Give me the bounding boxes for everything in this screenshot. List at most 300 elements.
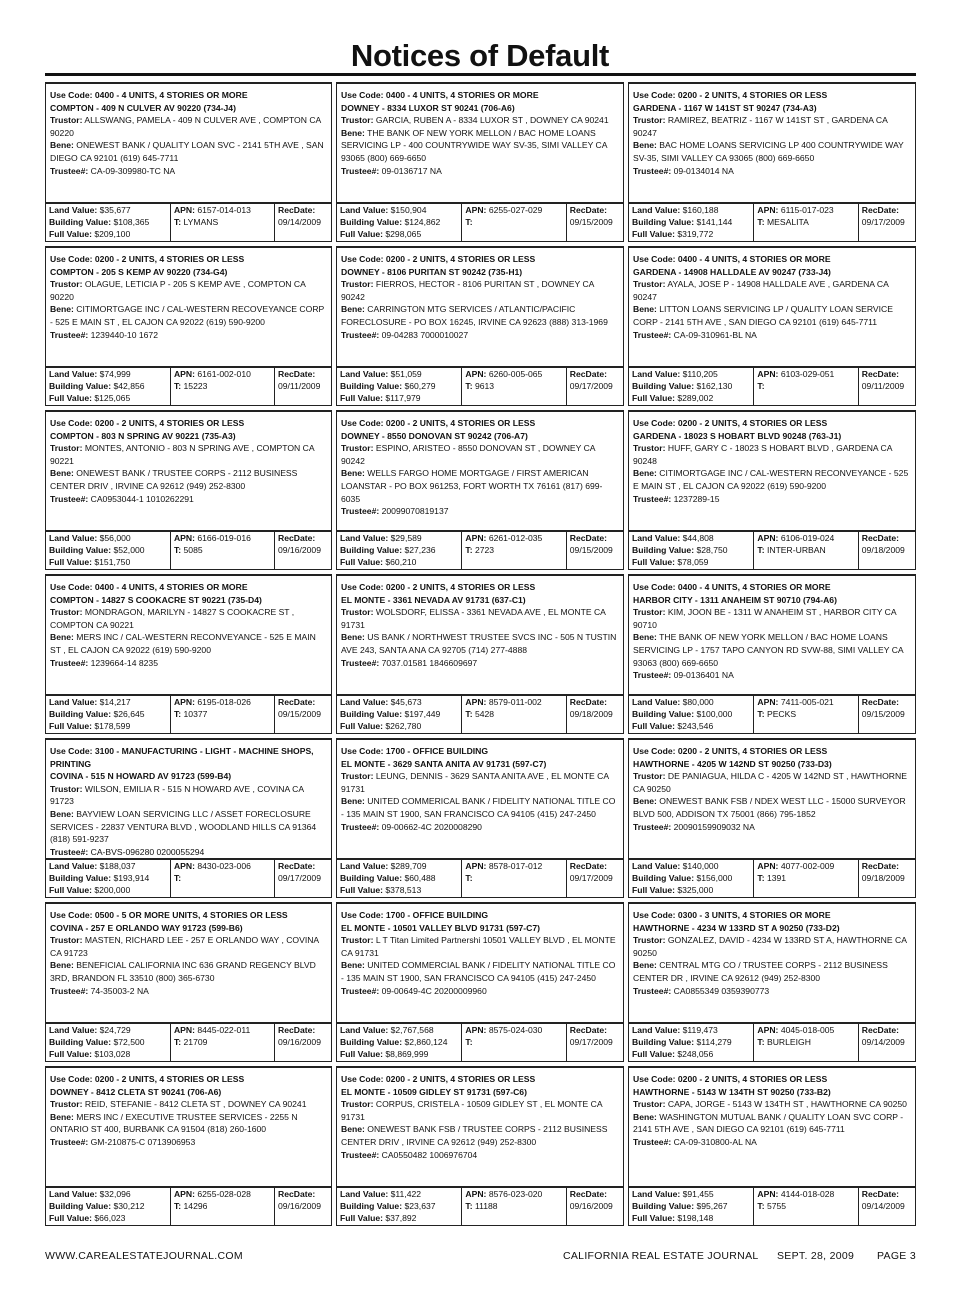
trustor-value: ALLSWANG, PAMELA - 409 N CULVER AVE , COMPTON CA 90220	[50, 115, 321, 138]
property-address: EL MONTE - 10509 GIDLEY ST 91731 (597-C6)	[341, 1086, 527, 1097]
trustee-line	[633, 985, 911, 998]
t-label: T:	[465, 381, 473, 392]
recdate-label: RecDate:	[569, 697, 608, 707]
property-address: GARDENA - 14908 HALLDALE AV 90247 (733-J4)	[633, 266, 831, 277]
t-label: T:	[757, 709, 765, 720]
land-value: $24,729	[99, 1025, 131, 1035]
recdate-value: 09/17/2009	[569, 1037, 613, 1048]
trustee-line	[50, 846, 327, 858]
building-value: $2,860,124	[404, 1037, 448, 1048]
notice-card	[628, 738, 916, 898]
full-label: Full Value:	[340, 1213, 383, 1224]
trustor-line	[50, 934, 327, 959]
apn-value: 8576-023-020	[488, 1189, 543, 1199]
trustee-value: CA-09-310800-AL NA	[673, 1136, 757, 1147]
land-value: $35,677	[99, 205, 131, 215]
building-value: $42,856	[113, 381, 145, 392]
bene-value: UNITED COMMERCIAL BANK / FIDELITY NATIONAL TITLE CO - 135 MAIN ST 1900, SAN FRANCISCO CA 94105 (415) 247-2450	[341, 960, 616, 983]
bene-line	[50, 1111, 327, 1136]
land-label: Land Value:	[49, 861, 98, 871]
property-address: COMPTON - 14827 S COOKACRE ST 90221 (735-D4)	[50, 594, 262, 605]
trustor-label: Trustor:	[50, 279, 83, 290]
notice-details	[337, 1068, 623, 1186]
bene-label: Bene:	[341, 796, 365, 807]
apn-label: APN:	[173, 697, 195, 707]
notice-values	[46, 694, 331, 733]
apn-label: APN:	[173, 1189, 195, 1199]
trustee-value: 1237289-15	[673, 493, 720, 504]
trustor-label: Trustor:	[50, 115, 83, 126]
trustor-value: ESPINO, ARISTEO - 8550 DONOVAN ST , DOWNEY CA 90242	[341, 443, 596, 466]
t-label: T:	[757, 1201, 765, 1212]
trustee-label: Trustee#:	[341, 657, 380, 668]
building-value: $26,645	[113, 709, 145, 720]
use-code: Use Code: 0200 - 2 UNITS, 4 STORIES OR LESS	[341, 582, 536, 592]
use-code: Use Code: 0200 - 2 UNITS, 4 STORIES OR LESS	[633, 746, 828, 756]
trustor-label: Trustor:	[50, 1099, 83, 1110]
full-label: Full Value:	[340, 229, 383, 240]
bene-line	[341, 795, 619, 820]
bene-value: CITIMORTGAGE INC / CAL-WESTERN RECOVEYANCE CORP - 525 E MAIN ST , EL CAJON CA 92022 (619) 590-9200	[50, 304, 325, 327]
bene-label: Bene:	[341, 632, 365, 643]
notice-card	[336, 902, 624, 1062]
trustee-line	[50, 1136, 327, 1149]
recdate-label: RecDate:	[569, 533, 608, 543]
recdate-col	[274, 696, 331, 733]
recdate-col	[566, 860, 623, 897]
building-label: Building Value:	[632, 217, 695, 228]
apn-value: 6255-028-028	[197, 1189, 251, 1199]
apn-col	[753, 1188, 857, 1225]
trustee-line	[341, 657, 619, 670]
trustor-value: FIERROS, HECTOR - 8106 PURITAN ST , DOWNEY CA 90242	[341, 279, 594, 302]
t-label: T:	[465, 873, 473, 884]
land-value: $44,808	[682, 533, 714, 543]
bene-line	[341, 959, 619, 984]
recdate-value: 09/14/2009	[277, 217, 321, 228]
notice-details	[629, 576, 915, 694]
t-label: T:	[173, 217, 182, 228]
values-col	[337, 368, 461, 405]
property-address: COVINA - 515 N HOWARD AV 91723 (599-B4)	[50, 771, 232, 782]
recdate-value: 09/14/2009	[861, 1037, 905, 1048]
property-address: GARDENA - 18023 S HOBART BLVD 90248 (763-J1)	[633, 430, 842, 441]
trustor-label: Trustor:	[341, 935, 374, 946]
bene-value: BAYVIEW LOAN SERVICING LLC / ASSET FORECLOSURE SERVICES - 22837 VENTURA BLVD , WOODLAND HILLS CA 91364 (818) 591-9237	[50, 808, 317, 845]
notice-card	[336, 82, 624, 242]
recdate-label: RecDate:	[861, 861, 900, 871]
notice-values	[629, 530, 915, 569]
trustee-label: Trustee#:	[50, 657, 89, 668]
trustor-line	[341, 770, 619, 795]
trustee-value: 09-04283 7000010027	[381, 329, 469, 340]
use-code: Use Code: 3100 - MANUFACTURING - LIGHT - MACHINE SHOPS, PRINTING	[50, 746, 314, 769]
land-label: Land Value:	[632, 861, 681, 871]
bene-label: Bene:	[633, 140, 657, 151]
notice-details	[629, 412, 915, 530]
values-col	[337, 532, 461, 569]
t-value: LYMANS	[183, 217, 219, 228]
use-code: Use Code: 0200 - 2 UNITS, 4 STORIES OR LESS	[633, 90, 828, 100]
apn-label: APN:	[757, 1025, 779, 1035]
property-address: COMPTON - 409 N CULVER AV 90220 (734-J4)	[50, 102, 236, 113]
full-value: $262,780	[385, 721, 422, 732]
bene-label: Bene:	[50, 140, 74, 151]
t-label: T:	[757, 217, 765, 228]
land-value: $32,096	[99, 1189, 131, 1199]
land-label: Land Value:	[340, 369, 389, 379]
values-col	[46, 1188, 170, 1225]
trustor-line	[633, 934, 911, 959]
notice-values	[629, 1022, 915, 1061]
use-code: Use Code: 1700 - OFFICE BUILDING	[341, 746, 489, 756]
recdate-value: 09/18/2009	[861, 545, 905, 556]
trustee-line	[341, 505, 619, 518]
land-label: Land Value:	[632, 369, 681, 379]
trustee-label: Trustee#:	[633, 165, 672, 176]
trustee-value: 09-0136717 NA	[381, 165, 442, 176]
building-value: $100,000	[696, 709, 733, 720]
recdate-col	[566, 696, 623, 733]
bene-label: Bene:	[50, 808, 74, 819]
building-value: $27,236	[404, 545, 436, 556]
building-label: Building Value:	[49, 381, 112, 392]
t-value: PECKS	[766, 709, 797, 720]
apn-label: APN:	[465, 861, 487, 871]
land-value: $74,999	[99, 369, 131, 379]
trustee-line	[341, 329, 619, 342]
trustor-label: Trustor:	[633, 607, 666, 618]
trustor-line	[50, 606, 327, 631]
trustor-label: Trustor:	[633, 935, 666, 946]
apn-col	[461, 1188, 565, 1225]
property-address: DOWNEY - 8106 PURITAN ST 90242 (735-H1)	[341, 266, 523, 277]
recdate-label: RecDate:	[277, 1189, 316, 1199]
apn-col	[461, 1024, 565, 1061]
building-label: Building Value:	[49, 545, 112, 556]
recdate-col	[858, 860, 915, 897]
full-label: Full Value:	[340, 885, 383, 896]
notice-card	[45, 738, 332, 898]
notice-details	[337, 84, 623, 202]
apn-value: 4144-018-028	[780, 1189, 835, 1199]
trustee-label: Trustee#:	[633, 329, 672, 340]
land-value: $110,205	[682, 369, 718, 379]
apn-col	[753, 696, 857, 733]
use-code: Use Code: 0400 - 4 UNITS, 4 STORIES OR MORE	[633, 254, 831, 264]
notice-card	[45, 246, 332, 406]
building-value: $124,862	[404, 217, 441, 228]
building-value: $197,449	[404, 709, 441, 720]
full-label: Full Value:	[632, 393, 675, 404]
apn-value: 6261-012-035	[488, 533, 543, 543]
notice-card	[45, 574, 332, 734]
trustee-line	[633, 493, 911, 506]
values-col	[629, 860, 753, 897]
bene-label: Bene:	[50, 468, 74, 479]
use-code: Use Code: 0500 - 5 OR MORE UNITS, 4 STORIES OR LESS	[50, 910, 288, 920]
trustor-value: OLAGUE, LETICIA P - 205 S KEMP AVE , COMPTON CA 90220	[50, 279, 306, 302]
apn-value: 8445-022-011	[197, 1025, 251, 1035]
building-label: Building Value:	[49, 709, 112, 720]
t-value: 2723	[474, 545, 495, 556]
notice-details	[337, 412, 623, 530]
land-label: Land Value:	[49, 205, 98, 215]
trustee-line	[341, 1149, 619, 1162]
building-label: Building Value:	[49, 1037, 112, 1048]
apn-value: 8575-024-030	[488, 1025, 543, 1035]
bene-value: US BANK / NORTHWEST TRUSTEE SVCS INC - 505 N TUSTIN AVE 243, SANTA ANA CA 92705 (714) 277-4888	[341, 632, 617, 655]
notice-details	[337, 740, 623, 858]
recdate-label: RecDate:	[277, 369, 316, 379]
recdate-value: 09/16/2009	[277, 1037, 321, 1048]
apn-value: 6255-027-029	[488, 205, 543, 215]
bene-value: ONEWEST BANK FSB / NDEX WEST LLC - 15000 SURVEYOR BLVD 500, ADDISON TX 75001 (866) 795-1852	[633, 796, 906, 819]
t-label: T:	[465, 545, 473, 556]
bene-value: ONEWEST BANK FSB / TRUSTEE CORPS - 2112 BUSINESS CENTER DRIV , IRVINE CA 92612 (949) 252-8300	[341, 1124, 608, 1147]
footer-website[interactable]: WWW.CAREALESTATEJOURNAL.COM	[45, 1250, 243, 1262]
t-value: 15223	[183, 381, 208, 392]
full-label: Full Value:	[49, 229, 92, 240]
trustor-value: GARCIA, RUBEN A - 8334 LUXOR ST , DOWNEY CA 90241	[375, 115, 609, 126]
trustee-value: 1239664-14 8235	[90, 657, 158, 668]
land-value: $150,904	[390, 205, 427, 215]
t-label: T:	[173, 1201, 182, 1212]
bene-line	[633, 303, 911, 328]
trustor-value: AYALA, JOSE P - 14908 HALLDALE AVE , GARDENA CA 90247	[633, 279, 889, 302]
bene-label: Bene:	[50, 632, 74, 643]
apn-col	[170, 204, 274, 241]
notice-values	[337, 1186, 623, 1225]
land-label: Land Value:	[632, 1025, 681, 1035]
apn-value: 6166-019-016	[197, 533, 251, 543]
t-value: 5755	[766, 1201, 787, 1212]
t-value: 5428	[474, 709, 495, 720]
trustor-line	[633, 770, 911, 795]
apn-label: APN:	[173, 861, 195, 871]
use-code: Use Code: 0400 - 4 UNITS, 4 STORIES OR MORE	[633, 582, 831, 592]
trustee-value: CA0953044-1 1010262291	[90, 493, 194, 504]
notice-values	[46, 202, 331, 241]
trustor-value: KIM, JOON BE - 1311 W ANAHEIM ST , HARBOR CITY CA 90710	[633, 607, 897, 630]
recdate-label: RecDate:	[861, 533, 900, 543]
full-value: $151,750	[94, 557, 131, 568]
notice-details	[46, 412, 331, 530]
trustee-line	[50, 165, 327, 178]
land-label: Land Value:	[49, 533, 98, 543]
property-address: COVINA - 257 E ORLANDO WAY 91723 (599-B6)	[50, 922, 243, 933]
land-label: Land Value:	[632, 533, 681, 543]
footer-journal: CALIFORNIA REAL ESTATE JOURNAL	[563, 1250, 759, 1262]
bene-label: Bene:	[341, 1124, 365, 1135]
recdate-col	[858, 1188, 915, 1225]
trustor-label: Trustor:	[633, 1099, 666, 1110]
building-label: Building Value:	[49, 873, 112, 884]
values-col	[629, 532, 753, 569]
bene-label: Bene:	[341, 304, 365, 315]
apn-label: APN:	[465, 1025, 487, 1035]
apn-col	[170, 368, 274, 405]
recdate-col	[858, 368, 915, 405]
t-value: MESALITA	[766, 217, 809, 228]
full-label: Full Value:	[340, 557, 383, 568]
bene-value: CARRINGTON MTG SERVICES / ATLANTIC/PACIFIC FORECLOSURE - PO BOX 16245, IRVINE CA 92623 (888) 313-1969	[341, 304, 608, 327]
apn-col	[461, 860, 565, 897]
apn-label: APN:	[465, 697, 487, 707]
bene-line	[50, 467, 327, 492]
bene-value: BAC HOME LOANS SERVICING LP 400 COUNTRYWIDE WAY SV-35, SIMI VALLEY CA 93065 (800) 669-6650	[633, 140, 904, 163]
apn-label: APN:	[173, 205, 195, 215]
use-code: Use Code: 0200 - 2 UNITS, 4 STORIES OR LESS	[341, 1074, 536, 1084]
land-value: $29,589	[390, 533, 422, 543]
trustor-label: Trustor:	[633, 443, 666, 454]
recdate-value: 09/16/2009	[569, 1201, 613, 1212]
bene-value: WASHINGTON MUTUAL BANK / QUALITY LOAN SVC CORP - 2141 5TH AVE , SAN DIEGO CA 92101 (619) 645-7711	[633, 1111, 904, 1135]
use-code: Use Code: 0200 - 2 UNITS, 4 STORIES OR LESS	[341, 254, 536, 264]
land-value: $160,188	[682, 205, 719, 215]
t-label: T:	[757, 381, 765, 392]
trustee-value: CA-BVS-096280 0200055294	[90, 846, 205, 857]
trustor-value: HUFF, GARY C - 18023 S HOBART BLVD , GARDENA CA 90248	[633, 443, 893, 466]
notice-card	[628, 574, 916, 734]
land-value: $91,455	[682, 1189, 714, 1199]
property-address: DOWNEY - 8550 DONOVAN ST 90242 (706-A7)	[341, 430, 528, 441]
trustee-value: 09-00649-4C 20200009960	[381, 985, 487, 996]
recdate-col	[858, 696, 915, 733]
recdate-value: 09/14/2009	[861, 1201, 905, 1212]
full-label: Full Value:	[632, 721, 675, 732]
apn-label: APN:	[757, 861, 779, 871]
trustor-value: GONZALEZ, DAVID - 4234 W 133RD ST A, HAWTHORNE CA 90250	[633, 935, 907, 958]
t-label: T:	[465, 1037, 473, 1048]
trustee-value: 09-0136401 NA	[673, 670, 734, 681]
recdate-value: 09/17/2009	[861, 217, 905, 228]
apn-label: APN:	[757, 205, 779, 215]
recdate-label: RecDate:	[569, 1025, 608, 1035]
trustor-value: WILSON, EMILIA R - 515 N HOWARD AVE , COVINA CA 91723	[50, 783, 304, 807]
bene-label: Bene:	[633, 468, 657, 479]
use-code: Use Code: 0200 - 2 UNITS, 4 STORIES OR LESS	[50, 418, 245, 428]
notice-values	[46, 366, 331, 405]
bene-value: ONEWEST BANK / QUALITY LOAN SVC - 2141 5TH AVE , SAN DIEGO CA 92101 (619) 645-7711	[50, 140, 324, 163]
notice-details	[337, 248, 623, 366]
apn-value: 4077-002-009	[780, 861, 835, 871]
recdate-label: RecDate:	[861, 1025, 900, 1035]
apn-value: 8579-011-002	[488, 697, 542, 707]
trustee-label: Trustee#:	[341, 821, 380, 832]
building-label: Building Value:	[340, 1037, 403, 1048]
recdate-value: 09/17/2009	[569, 381, 613, 392]
full-value: $60,210	[385, 557, 417, 568]
t-value: INTER-URBAN	[766, 545, 826, 556]
property-address: COMPTON - 205 S KEMP AV 90220 (734-G4)	[50, 266, 228, 277]
t-value: 14296	[183, 1201, 208, 1212]
trustee-value: 74-35003-2 NA	[90, 985, 149, 996]
bene-label: Bene:	[341, 127, 365, 138]
full-value: $66,023	[94, 1213, 126, 1224]
recdate-col	[566, 532, 623, 569]
notice-details	[337, 904, 623, 1022]
full-value: $178,599	[94, 721, 131, 732]
apn-value: 6115-017-023	[780, 205, 834, 215]
bene-value: CITIMORTGAGE INC / CAL-WESTERN RECONVEYANCE - 525 E MAIN ST , EL CAJON CA 92022 (619) 590-9200	[633, 468, 909, 491]
building-value: $114,279	[696, 1037, 732, 1048]
trustor-label: Trustor:	[341, 279, 374, 290]
bene-value: MERS INC / EXECUTIVE TRUSTEE SERVICES - 2255 N ONTARIO ST 400, BURBANK CA 91504 (818) 260-1600	[50, 1111, 298, 1135]
apn-col	[461, 368, 565, 405]
building-label: Building Value:	[340, 381, 403, 392]
trustee-label: Trustee#:	[50, 329, 89, 340]
notice-card	[336, 246, 624, 406]
bene-label: Bene:	[633, 304, 657, 315]
footer-date: SEPT. 28, 2009	[777, 1250, 855, 1262]
notice-card	[628, 246, 916, 406]
trustee-line	[50, 657, 327, 670]
apn-col	[753, 532, 857, 569]
trustee-value: 09-0134014 NA	[673, 165, 734, 176]
trustee-label: Trustee#:	[341, 1149, 380, 1160]
notice-card	[336, 1066, 624, 1226]
trustee-value: CA-09-310961-BL NA	[673, 329, 757, 340]
notice-card	[628, 82, 916, 242]
values-col	[46, 696, 170, 733]
apn-value: 6260-005-065	[488, 369, 543, 379]
property-address: EL MONTE - 10501 VALLEY BLVD 91731 (597-C7)	[341, 922, 540, 933]
trustee-line	[633, 1136, 911, 1149]
trustor-line	[50, 783, 327, 808]
land-value: $119,473	[682, 1025, 718, 1035]
apn-label: APN:	[757, 533, 779, 543]
notice-details	[629, 248, 915, 366]
notice-values	[46, 530, 331, 569]
trustor-value: CORPUS, CRISTELA - 10509 GIDLEY ST , EL MONTE CA 91731	[341, 1099, 603, 1122]
title-rule	[45, 73, 916, 76]
bene-line	[50, 303, 327, 328]
use-code: Use Code: 0300 - 3 UNITS, 4 STORIES OR MORE	[633, 910, 831, 920]
bene-label: Bene:	[633, 796, 657, 807]
full-value: $117,979	[385, 393, 421, 404]
notice-card	[45, 902, 332, 1062]
trustor-line	[633, 1098, 911, 1111]
trustor-line	[341, 442, 619, 467]
trustor-value: CAPA, JORGE - 5143 W 134TH ST , HAWTHORNE CA 90250	[667, 1099, 907, 1110]
land-label: Land Value:	[632, 205, 681, 215]
building-label: Building Value:	[632, 873, 695, 884]
full-value: $325,000	[677, 885, 714, 896]
recdate-col	[274, 1188, 331, 1225]
full-value: $209,100	[94, 229, 131, 240]
recdate-value: 09/16/2009	[277, 545, 321, 556]
trustee-label: Trustee#:	[50, 846, 89, 857]
apn-value: 4045-018-005	[780, 1025, 835, 1035]
full-label: Full Value:	[340, 1049, 383, 1060]
full-label: Full Value:	[49, 885, 92, 896]
apn-col	[753, 204, 857, 241]
apn-value: 6103-029-051	[780, 369, 835, 379]
notice-card	[628, 902, 916, 1062]
apn-col	[461, 204, 565, 241]
recdate-label: RecDate:	[277, 205, 316, 215]
use-code: Use Code: 0200 - 2 UNITS, 4 STORIES OR LESS	[50, 1074, 245, 1084]
recdate-col	[274, 860, 331, 897]
t-label: T:	[465, 709, 473, 720]
property-address: GARDENA - 1167 W 141ST ST 90247 (734-A3)	[633, 102, 817, 113]
trustor-line	[50, 442, 327, 467]
building-label: Building Value:	[632, 381, 695, 392]
trustee-value: 20099070819137	[381, 506, 449, 517]
property-address: DOWNEY - 8334 LUXOR ST 90241 (706-A6)	[341, 102, 515, 113]
land-label: Land Value:	[632, 697, 681, 707]
